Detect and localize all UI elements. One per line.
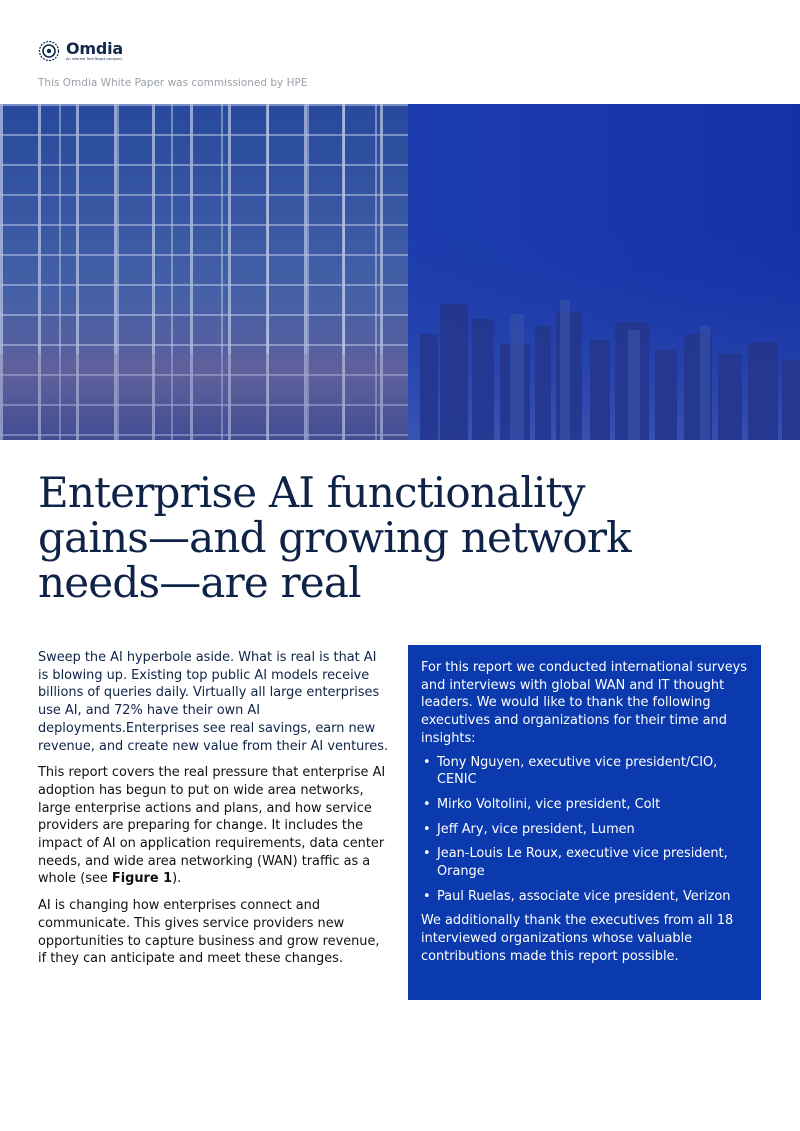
acknowledgements-closing: We additionally thank the executives from all 18 interviewed organizations whose valuable contributions made this report possible. — [421, 913, 734, 964]
scope-text-end: ). — [172, 871, 182, 887]
page-title — [38, 470, 738, 605]
title-line: needs—are real — [38, 558, 361, 607]
acknowledgements-intro: For this report we conducted international surveys and interviews with global WAN and IT thought leaders. We would like to thank the following executives and organizations for their time and insights: — [421, 660, 747, 746]
scope-paragraph — [38, 764, 390, 888]
list-item: • Mirko Voltolini, vice president, Colt — [421, 796, 749, 814]
list-item: • Paul Ruelas, associate vice president, Verizon — [421, 888, 749, 906]
title-line: Enterprise AI functionality — [38, 468, 585, 517]
opportunity-paragraph: AI is changing how enterprises connect and communicate. This gives service providers new opportunities to capture business and grow revenue, if they can anticipate and meet these changes. — [38, 898, 380, 967]
acknowledgements-list — [421, 754, 749, 906]
commission-note: This Omdia White Paper was commissioned by HPE — [38, 77, 308, 89]
hero-image — [0, 104, 800, 440]
title-line: gains—and growing network — [38, 513, 631, 562]
acknowledgements-box — [408, 645, 761, 1000]
scope-text: This report covers the real pressure that enterprise AI adoption has begun to put on wide area networks, large enterprise actions and plans, and how service providers are preparing for change. It includes the impact of AI on application requirements, data center needs, and wide area networking (WAN) traffic as a whole (see — [38, 765, 386, 887]
list-item: • Jeff Ary, vice president, Lumen — [421, 821, 749, 839]
logo-tagline: An Informa TechTarget company — [66, 56, 123, 61]
list-item: • Jean-Louis Le Roux, executive vice president, Orange — [421, 845, 749, 880]
intro-text — [38, 649, 390, 977]
city-skyline-image — [0, 104, 800, 440]
omdia-logo-icon — [38, 40, 60, 62]
logo-wordmark: Omdia — [66, 38, 124, 58]
intro-paragraph: Sweep the AI hyperbole aside. What is real is that AI is blowing up. Existing top public AI models receive billions of queries daily. Virtually all large enterprises use AI, and 72% have their own AI deployments.Enterprises see real savings, earn new revenue, and create new value from their AI ventures. — [38, 650, 389, 754]
figure-reference: Figure 1 — [111, 871, 173, 887]
omdia-logo — [38, 38, 123, 64]
list-item: • Tony Nguyen, executive vice president/CIO, CENIC — [421, 754, 749, 789]
